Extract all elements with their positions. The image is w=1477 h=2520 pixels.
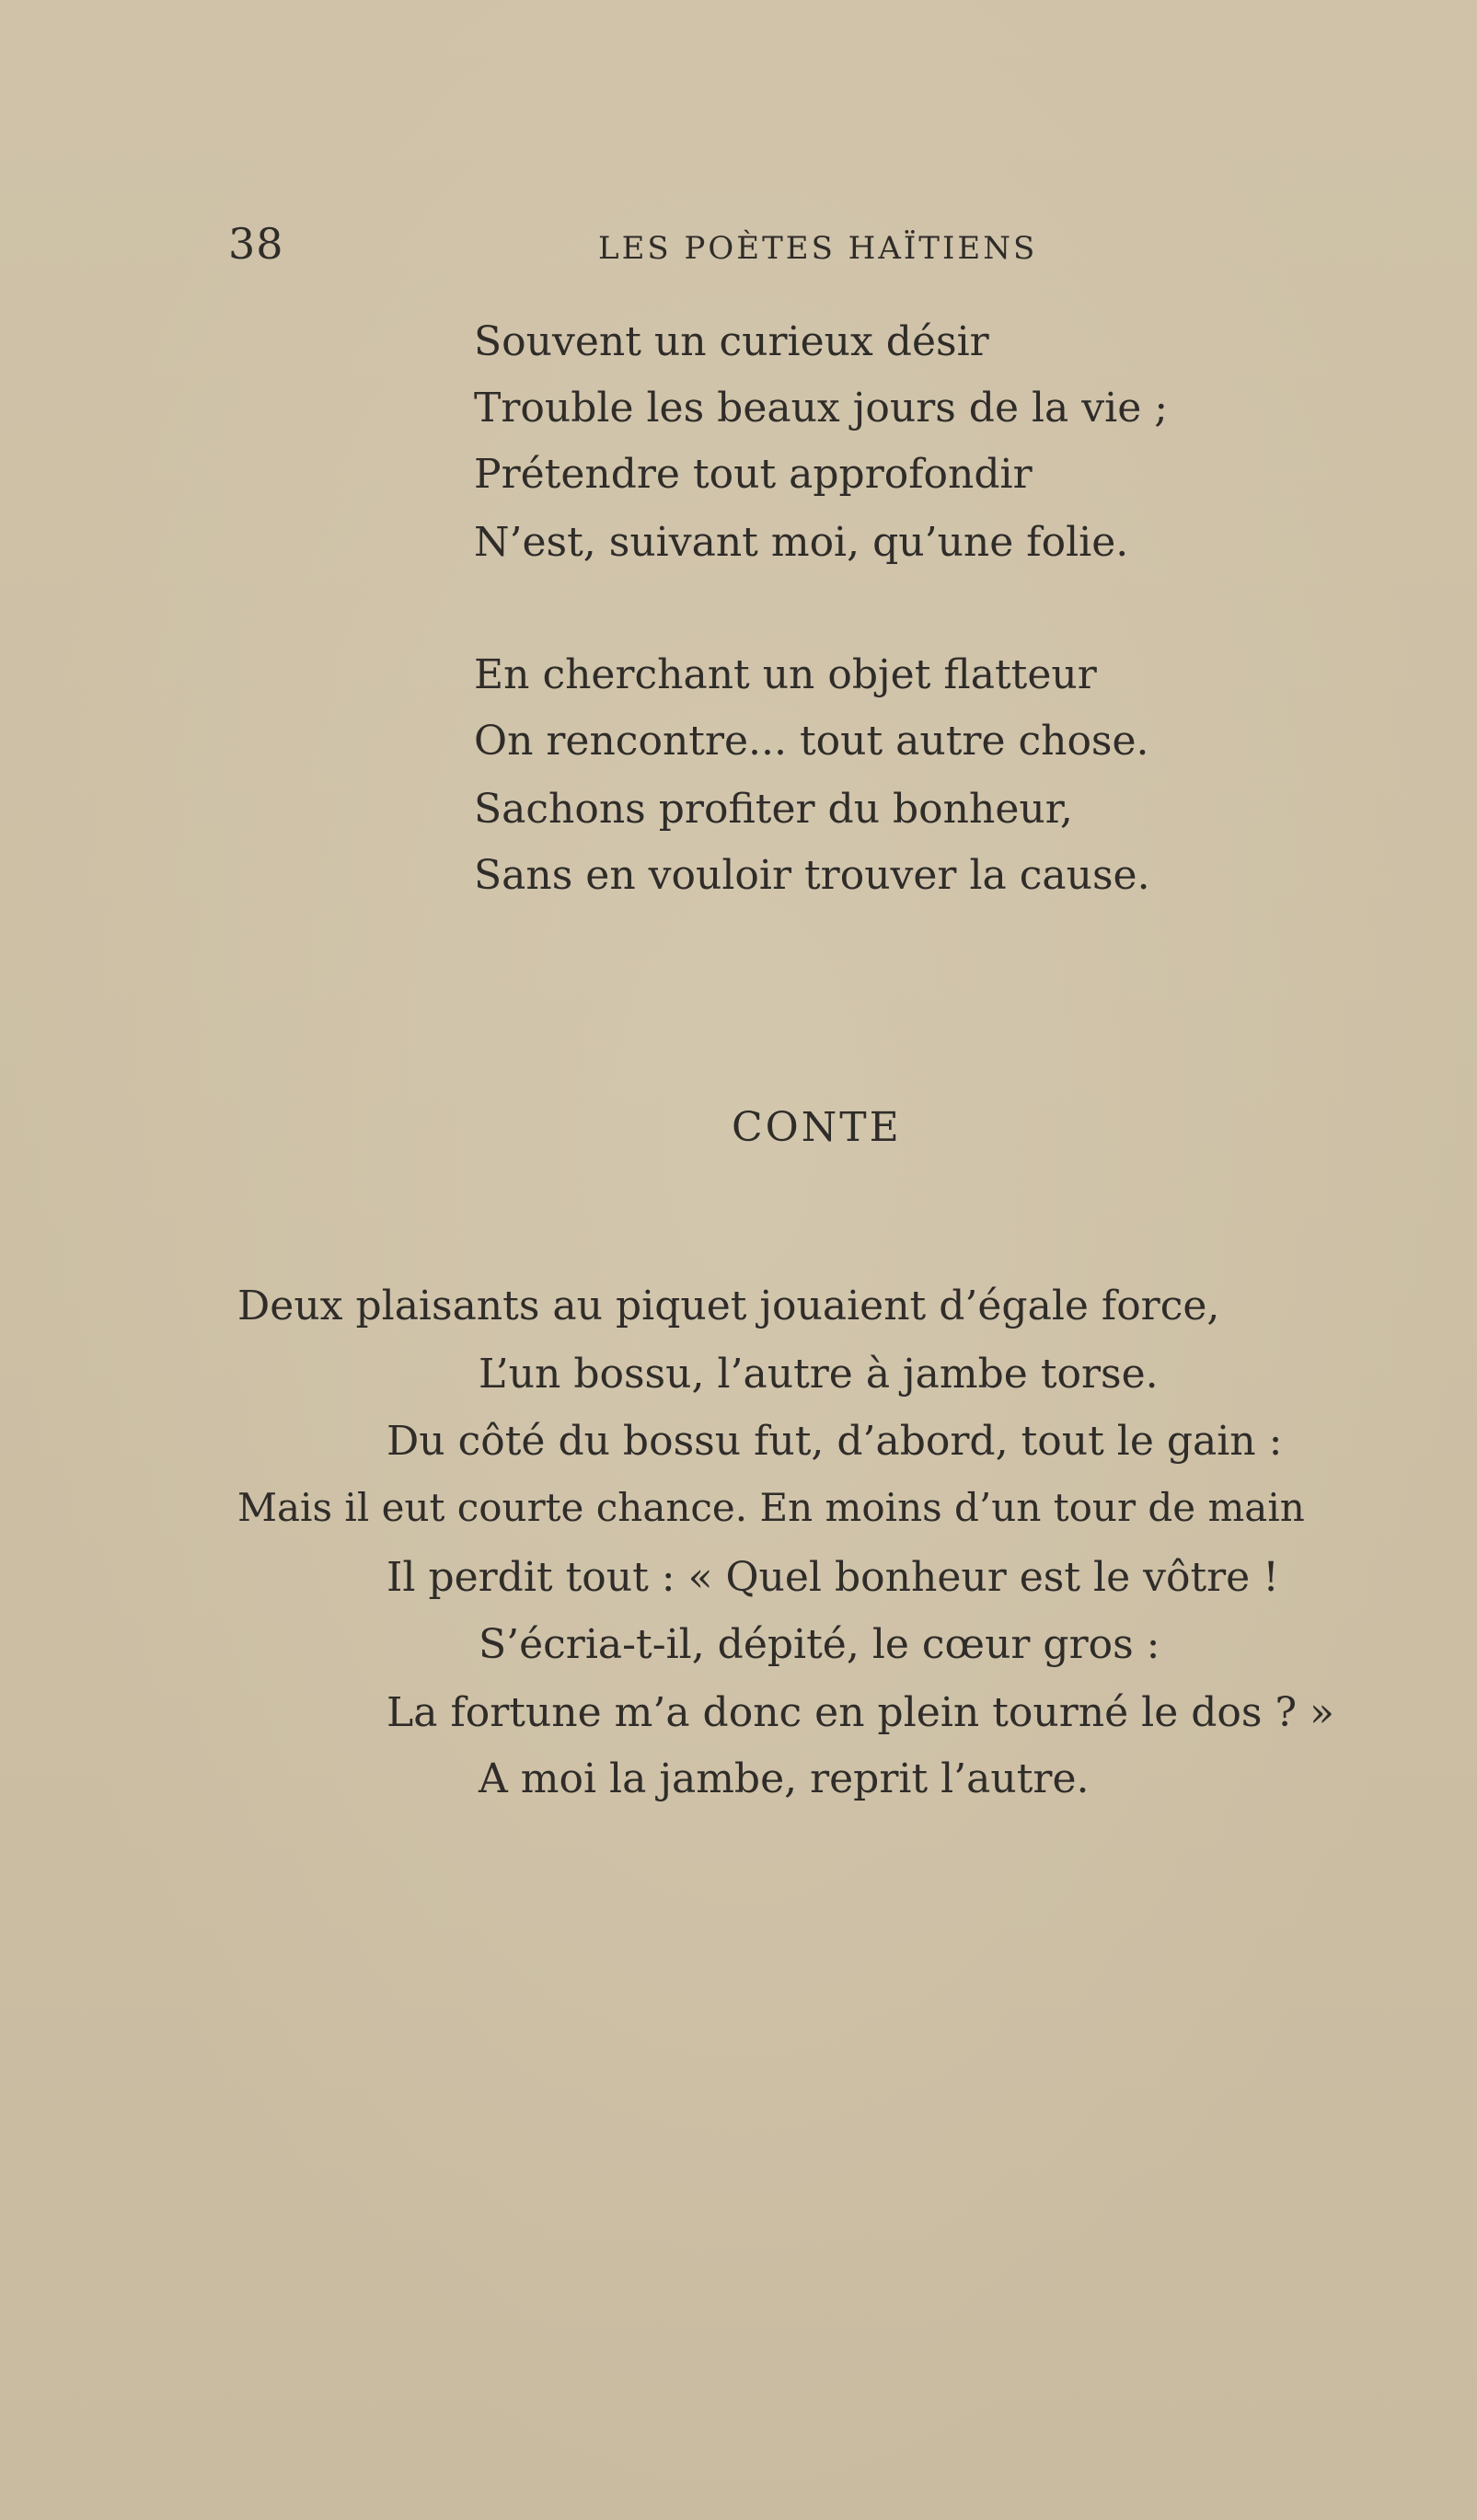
page-number: 38 bbox=[228, 219, 284, 269]
running-title: LES POÈTES HAÏTIENS bbox=[598, 230, 1038, 267]
verse-line: Sans en vouloir trouver la cause. bbox=[474, 852, 1150, 899]
verse-line: Souvent un curieux désir bbox=[474, 318, 989, 365]
verse-line: S’écria-t-il, dépité, le cœur gros : bbox=[479, 1621, 1160, 1668]
verse-line: Du côté du bossu fut, d’abord, tout le gain : bbox=[387, 1418, 1283, 1465]
verse-line: La fortune m’a donc en plein tourné le dos ? » bbox=[387, 1689, 1334, 1736]
verse-line: Mais il eut courte chance. En moins d’un tour de main bbox=[237, 1485, 1305, 1530]
verse-line: Il perdit tout : « Quel bonheur est le vôtre ! bbox=[387, 1554, 1279, 1601]
section-title: CONTE bbox=[732, 1104, 902, 1151]
verse-line: On rencontre... tout autre chose. bbox=[474, 718, 1149, 765]
verse-line: N’est, suivant moi, qu’une folie. bbox=[474, 519, 1129, 566]
verse-line: L’un bossu, l’autre à jambe torse. bbox=[479, 1351, 1159, 1398]
verse-line: Prétendre tout approfondir bbox=[474, 451, 1033, 498]
verse-line: Sachons profiter du bonheur, bbox=[474, 786, 1073, 833]
verse-line: En cherchant un objet flatteur bbox=[474, 651, 1097, 698]
verse-line: A moi la jambe, reprit l’autre. bbox=[479, 1755, 1090, 1802]
verse-line: Trouble les beaux jours de la vie ; bbox=[474, 385, 1169, 432]
verse-line: Deux plaisants au piquet jouaient d’égale force, bbox=[237, 1283, 1220, 1329]
